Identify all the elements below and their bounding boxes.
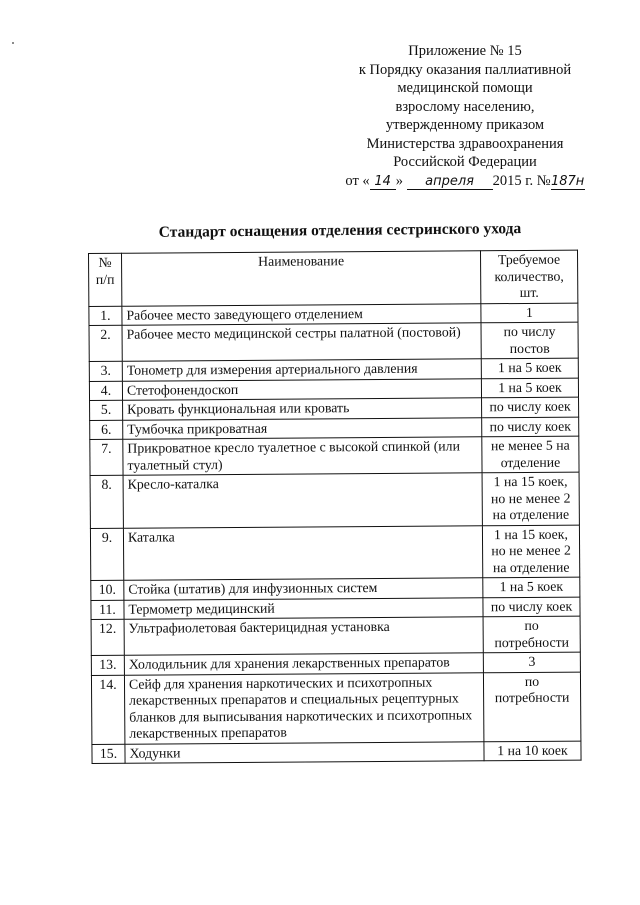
appendix-header <box>330 42 600 190</box>
header-line: взрослому населению, <box>395 98 535 115</box>
row-num: 12. <box>91 619 124 655</box>
header-line: Российской Федерации <box>393 154 537 170</box>
row-qty: 1 <box>481 303 578 323</box>
row-name: Прикроватное кресло туалетное с высокой спинкой (или туалетный стул) <box>123 437 482 476</box>
row-qty: по потребности <box>483 672 580 742</box>
row-num: 8. <box>90 475 123 528</box>
row-qty: по числу коек <box>482 397 579 417</box>
row-name: Термометр медицинский <box>124 597 483 619</box>
row-num: 6. <box>90 420 123 440</box>
row-name: Каталка <box>123 525 482 580</box>
row-qty: по числу постов <box>481 322 578 359</box>
row-num: 14. <box>91 675 124 744</box>
row-num: 7. <box>90 439 123 475</box>
table-row <box>90 436 579 475</box>
row-num: 2. <box>89 325 122 361</box>
row-num: 4. <box>89 381 122 401</box>
row-name: Тонометр для измерения артериального давления <box>122 359 481 381</box>
row-name: Рабочее место заведующего отделением <box>122 303 481 325</box>
row-name: Стойка (штатив) для инфузионных систем <box>124 578 483 600</box>
row-name: Кровать функциональная или кровать <box>123 398 482 420</box>
table-row <box>90 525 579 581</box>
row-qty: по потребности <box>483 616 580 653</box>
row-num: 13. <box>91 655 124 675</box>
row-name: Холодильник для хранения лекарственных препаратов <box>124 653 483 675</box>
header-qty: Требуемое количество, шт. <box>480 250 577 303</box>
row-qty: 1 на 15 коек, но не менее 2 на отделение <box>482 525 579 578</box>
order-prefix: от « <box>345 172 370 189</box>
row-qty: 1 на 5 коек <box>481 378 578 398</box>
order-day: 14 <box>370 175 396 190</box>
order-quote-close: » <box>395 172 403 189</box>
row-num: 9. <box>90 528 123 581</box>
row-name: Ходунки <box>125 741 484 763</box>
order-month: апреля <box>407 175 493 190</box>
row-num: 10. <box>91 580 124 600</box>
table-row <box>92 741 581 764</box>
row-name: Ультрафиолетовая бактерицидная установка <box>124 617 483 656</box>
row-qty: 1 на 15 коек, но не менее 2 на отделение <box>482 472 579 525</box>
row-qty: 1 на 5 коек <box>483 577 580 597</box>
row-num: 1. <box>89 306 122 326</box>
header-line: медицинской помощи <box>397 80 533 96</box>
row-name: Кресло-каталка <box>123 473 482 528</box>
row-name: Стетофонендоскоп <box>122 378 481 400</box>
table-row <box>89 322 578 361</box>
order-year-text: 2015 г. № <box>492 172 551 189</box>
scan-speck <box>12 42 14 44</box>
row-qty: по числу коек <box>482 417 579 437</box>
header-line: к Порядку оказания паллиативной <box>358 61 572 78</box>
header-line: утвержденному приказом <box>385 117 545 133</box>
row-num: 15. <box>92 744 125 764</box>
document-title: Стандарт оснащения отделения сестринского ухода <box>158 220 522 241</box>
row-num: 3. <box>89 361 122 381</box>
equipment-table <box>88 250 582 764</box>
order-number: 187н <box>550 173 585 189</box>
table-row <box>91 672 580 744</box>
row-qty: по числу коек <box>483 597 580 617</box>
table-header-row <box>89 250 578 306</box>
row-name: Сейф для хранения наркотических и психотропных лекарственных препаратов и специальных рецептурных бланков для выписывания наркотических и психотропных лекарственных препаратов <box>124 672 483 744</box>
row-name: Рабочее место медицинской сестры палатной (постовой) <box>122 323 481 362</box>
row-num: 5. <box>90 400 123 420</box>
row-num: 11. <box>91 600 124 620</box>
order-date-line <box>330 172 600 191</box>
header-name: Наименование <box>122 251 481 306</box>
row-qty: 1 на 10 коек <box>484 741 581 761</box>
table-row <box>90 472 579 528</box>
row-name: Тумбочка прикроватная <box>123 417 482 439</box>
header-line: Министерства здравоохранения <box>366 135 564 152</box>
header-line: Приложение № 15 <box>408 43 522 59</box>
row-qty: 1 на 5 коек <box>481 358 578 378</box>
row-qty: 3 <box>483 652 580 672</box>
table-row <box>91 616 580 655</box>
row-qty: не менее 5 на отделение <box>482 436 579 473</box>
header-num: № п/п <box>89 253 122 306</box>
